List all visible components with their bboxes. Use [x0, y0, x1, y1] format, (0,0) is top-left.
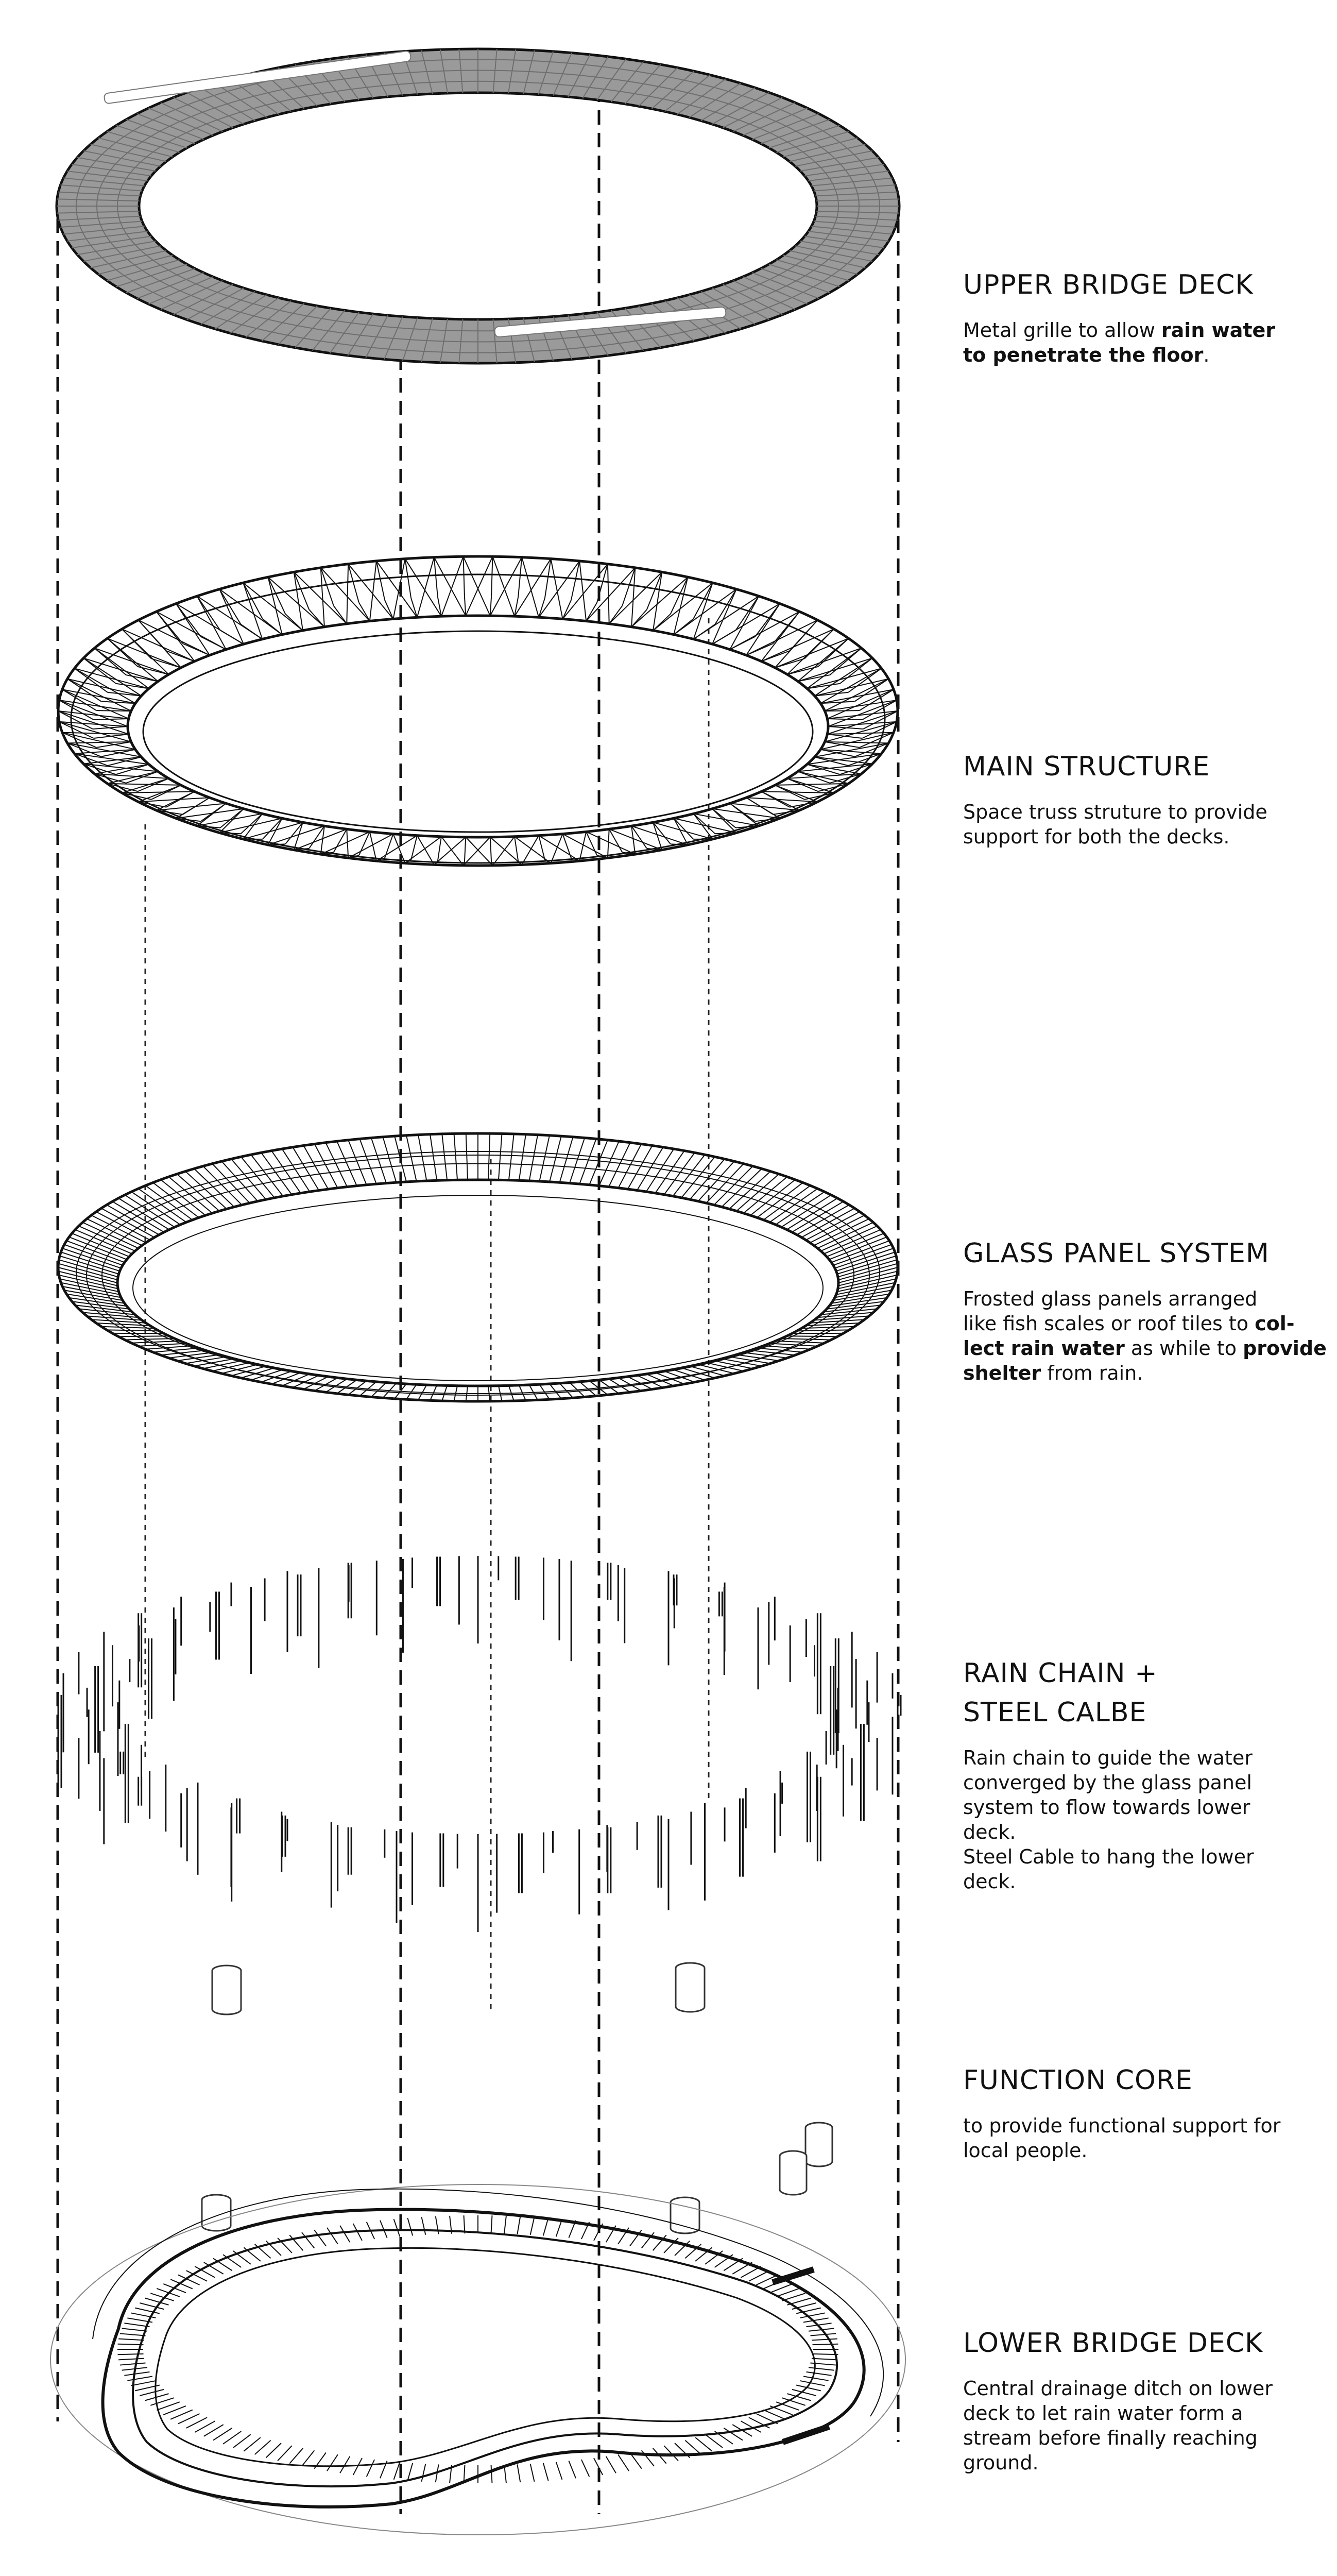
upper-bridge-deck-drawing — [57, 49, 899, 363]
emphasis-text: to penetrate the floor — [963, 344, 1204, 366]
description-text: local people. — [963, 2139, 1088, 2162]
layer-label-glass-panel-system — [963, 1234, 1334, 1385]
description-text: ground. — [963, 2451, 1039, 2474]
layer-description — [963, 1745, 1334, 1894]
description-text: system to flow towards lower — [963, 1796, 1250, 1819]
description-text: as while to — [1124, 1337, 1243, 1360]
description-text: . — [1203, 344, 1210, 366]
function-core-drawing — [202, 1963, 832, 2233]
description-line — [963, 343, 1334, 367]
emphasis-text: rain water — [1161, 319, 1276, 342]
description-line — [963, 2426, 1334, 2450]
description-line — [963, 1844, 1334, 1869]
function-core-cylinder — [780, 2151, 807, 2195]
layer-title: FUNCTION CORE — [963, 2065, 1193, 2096]
layer-label-upper-bridge-deck — [963, 265, 1334, 367]
description-text: from rain. — [1041, 1362, 1143, 1384]
layer-title: MAIN STRUCTURE — [963, 751, 1210, 782]
description-text: deck to let rain water form a — [963, 2402, 1243, 2425]
layer-title: UPPER BRIDGE DECK — [963, 269, 1254, 300]
description-line — [963, 1820, 1334, 1844]
layer-description — [963, 2376, 1334, 2475]
emphasis-text: provide — [1243, 1337, 1327, 1360]
description-text: Rain chain to guide the water — [963, 1747, 1253, 1769]
alignment-lines — [58, 88, 898, 2514]
description-line — [963, 2376, 1334, 2401]
emphasis-text: col- — [1255, 1312, 1295, 1335]
rain-chain-drawing — [58, 1556, 901, 1932]
description-line — [963, 1745, 1334, 1770]
layer-description — [963, 2113, 1334, 2163]
description-text: Steel Cable to hang the lower — [963, 1845, 1254, 1868]
function-core-cylinder — [805, 2123, 832, 2166]
description-line — [963, 2450, 1334, 2475]
glass-panel-system-drawing — [58, 1133, 898, 1401]
description-line — [963, 2401, 1334, 2426]
description-line — [963, 1795, 1334, 1820]
description-text: Central drainage ditch on lower — [963, 2377, 1273, 2400]
layer-title — [963, 1654, 1334, 1732]
description-text: deck. — [963, 1821, 1016, 1843]
description-line — [963, 318, 1334, 343]
layer-title-line: STEEL CALBE — [963, 1697, 1147, 1728]
description-line — [963, 1311, 1334, 1336]
description-text: stream before finally reaching — [963, 2427, 1258, 2449]
emphasis-text: shelter — [963, 1362, 1041, 1384]
function-core-cylinder — [212, 1965, 241, 2014]
layer-label-lower-bridge-deck — [963, 2324, 1334, 2475]
function-core-cylinder — [676, 1963, 705, 2012]
description-text: support for both the decks. — [963, 825, 1230, 848]
lower-bridge-deck-drawing — [50, 2184, 905, 2535]
layer-description — [963, 800, 1334, 849]
description-line — [963, 1336, 1334, 1361]
description-text: like fish scales or roof tiles to — [963, 1312, 1255, 1335]
layer-title: LOWER BRIDGE DECK — [963, 2328, 1263, 2359]
description-line — [963, 2113, 1334, 2138]
description-line — [963, 1361, 1334, 1385]
layer-label-function-core — [963, 2061, 1334, 2163]
description-line — [963, 800, 1334, 824]
main-structure-drawing — [58, 556, 898, 866]
description-text: converged by the glass panel — [963, 1771, 1252, 1794]
layer-description — [963, 318, 1334, 367]
function-core-cylinder — [671, 2197, 699, 2233]
description-text: Frosted glass panels arranged — [963, 1287, 1258, 1310]
layer-label-rain-chain-steel-cable — [963, 1654, 1334, 1894]
description-line — [963, 1286, 1334, 1311]
description-text: deck. — [963, 1870, 1016, 1893]
description-text: Metal grille to allow — [963, 319, 1161, 342]
description-line — [963, 824, 1334, 849]
layer-label-main-structure — [963, 747, 1334, 849]
description-line — [963, 1770, 1334, 1795]
description-line — [963, 2138, 1334, 2163]
description-text: Space truss struture to provide — [963, 801, 1267, 823]
description-text: to provide functional support for — [963, 2114, 1281, 2137]
emphasis-text: lect rain water — [963, 1337, 1125, 1360]
layer-title: GLASS PANEL SYSTEM — [963, 1238, 1270, 1269]
description-line — [963, 1869, 1334, 1894]
layer-title-line: RAIN CHAIN + — [963, 1658, 1158, 1689]
layer-description — [963, 1286, 1334, 1385]
